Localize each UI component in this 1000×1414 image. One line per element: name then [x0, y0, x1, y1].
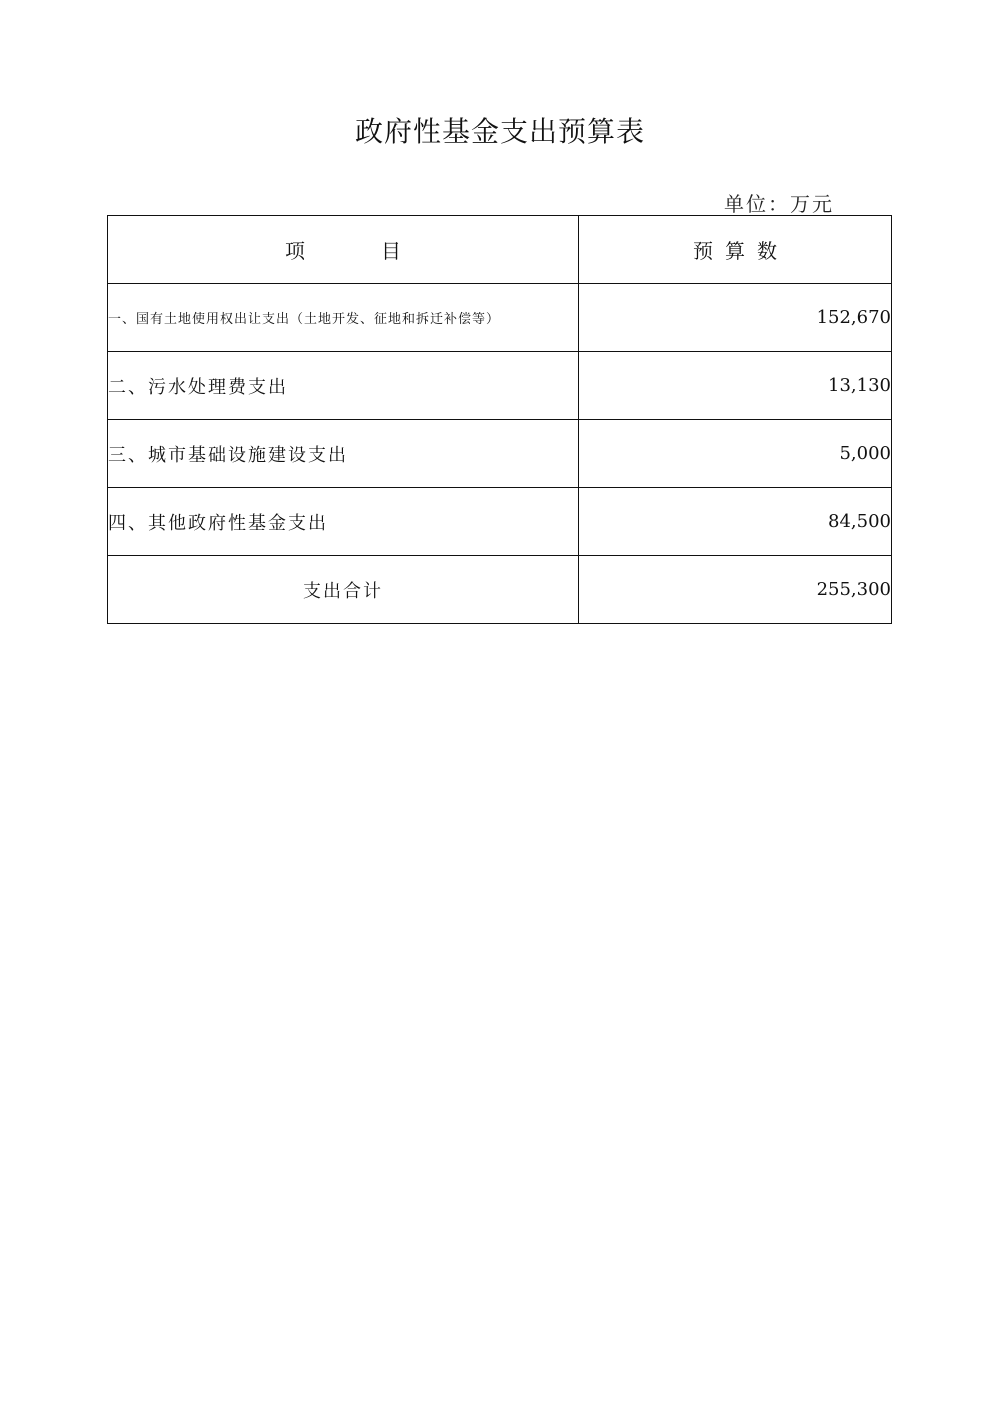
header-amount-char-1: 预	[693, 239, 713, 263]
table-row	[108, 284, 892, 352]
row-amount: 5,000	[579, 420, 892, 488]
row-amount: 84,500	[579, 488, 892, 556]
row-amount: 152,670	[579, 284, 892, 352]
row-item: 一、国有土地使用权出让支出（土地开发、征地和拆迁补偿等）	[108, 284, 579, 352]
header-amount-char-3: 数	[757, 239, 777, 263]
table-header-row	[108, 216, 892, 284]
table-row	[108, 488, 892, 556]
table-row	[108, 420, 892, 488]
total-label: 支出合计	[108, 556, 579, 624]
page-title: 政府性基金支出预算表	[354, 115, 645, 148]
total-row	[108, 556, 892, 624]
total-amount: 255,300	[579, 556, 892, 624]
unit-label: 单位：万元	[724, 192, 834, 216]
header-item	[108, 216, 579, 284]
header-amount	[579, 216, 892, 284]
header-item-char-1: 项	[285, 239, 305, 263]
row-item: 二、污水处理费支出	[108, 352, 579, 420]
header-item-char-2: 目	[381, 239, 401, 263]
header-amount-char-2: 算	[725, 239, 745, 263]
row-item: 三、城市基础设施建设支出	[108, 420, 579, 488]
row-amount: 13,130	[579, 352, 892, 420]
row-item: 四、其他政府性基金支出	[108, 488, 579, 556]
budget-table	[107, 215, 892, 624]
table-row	[108, 352, 892, 420]
